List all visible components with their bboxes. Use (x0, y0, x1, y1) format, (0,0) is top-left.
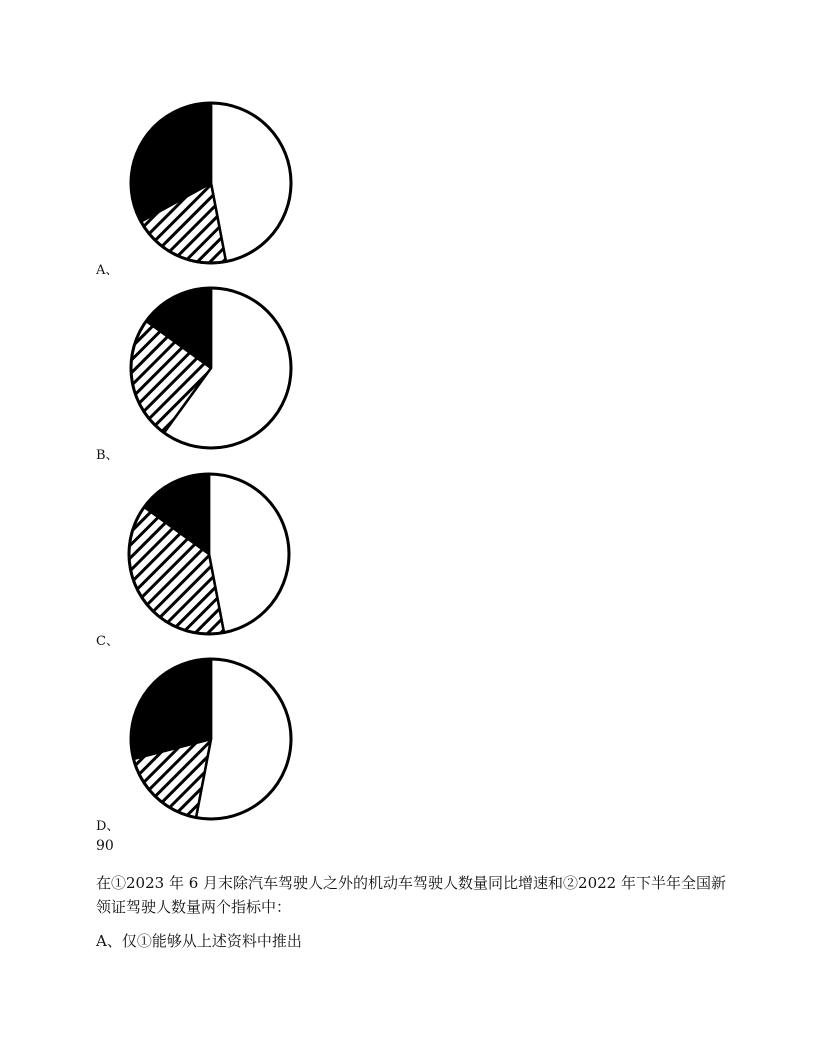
answer-option-a[interactable]: A、仅①能够从上述资料中推出 (96, 932, 302, 950)
option-label-d: D、 (96, 819, 120, 834)
option-label-c: C、 (96, 634, 119, 649)
pie-chart-c (126, 471, 292, 637)
question-number: 90 (96, 838, 114, 854)
pie-a-slice-white (211, 103, 291, 262)
pie-c-slice-white (209, 474, 289, 633)
option-label-b: B、 (96, 448, 119, 463)
pie-chart-d (128, 656, 294, 822)
pie-chart-a (128, 100, 294, 266)
option-label-a: A、 (96, 263, 119, 278)
pie-chart-b (128, 285, 294, 451)
question-text: 在①2023 年 6 月末除汽车驾驶人之外的机动车驾驶人数量同比增速和②2022 年下半年全国新领证驾驶人数量两个指标中： (96, 874, 726, 916)
